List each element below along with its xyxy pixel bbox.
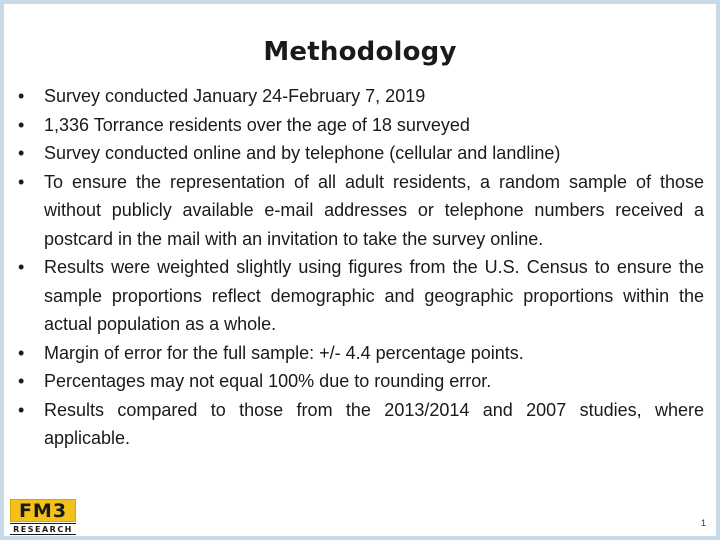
bullet-text: Margin of error for the full sample: +/- 4.4 percentage points. — [44, 342, 524, 363]
bullet-icon: • — [18, 342, 25, 363]
bullet-icon: • — [18, 171, 25, 192]
bullet-icon: • — [18, 257, 25, 277]
bullet-text: Results were weighted slightly using figures from the U.S. Census to ensure the sample proportions reflect demographic and geographic proportions within the actual population as a whole. — [44, 257, 704, 334]
list-item — [4, 168, 704, 254]
bullet-text: To ensure the representation of all adult residents, a random sample of those without publicly available e-mail addresses or telephone numbers received a postcard in the mail with an invitation to take the survey online. — [44, 171, 704, 249]
bullet-text: Percentages may not equal 100% due to rounding error. — [44, 371, 492, 391]
bullet-icon: • — [18, 399, 25, 420]
list-item — [4, 139, 704, 168]
bullet-icon: • — [18, 371, 25, 391]
bullet-icon: • — [18, 86, 25, 106]
page-number: 1 — [700, 518, 706, 528]
list-item — [4, 339, 704, 368]
bullet-text: Survey conducted January 24-February 7, 2019 — [44, 86, 426, 106]
bullet-icon: • — [18, 114, 25, 135]
bullet-icon: • — [18, 143, 25, 163]
bullet-text: 1,336 Torrance residents over the age of 18 surveyed — [44, 114, 470, 135]
page-title: Methodology — [263, 37, 457, 67]
fm3-research-logo — [10, 499, 76, 535]
list-item — [4, 396, 704, 453]
logo-mark: FM3 — [10, 499, 76, 522]
bullet-text: Results compared to those from the 2013/2014 and 2007 studies, where applicable. — [44, 399, 704, 448]
list-item — [4, 367, 704, 396]
bullet-list — [4, 82, 704, 453]
list-item — [4, 82, 704, 111]
logo-subtitle: RESEARCH — [10, 523, 76, 535]
bullet-text: Survey conducted online and by telephone (cellular and landline) — [44, 143, 561, 163]
list-item — [4, 253, 704, 339]
list-item — [4, 111, 704, 140]
